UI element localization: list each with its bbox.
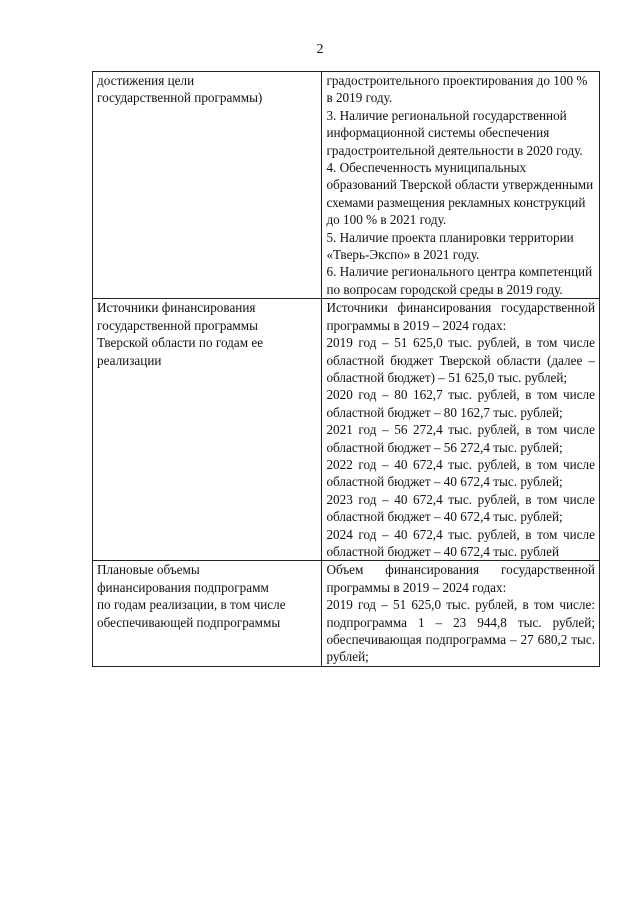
row-value-cell — [322, 72, 600, 299]
row-label-line: по годам реализации, в том числе — [97, 597, 286, 613]
funding-intro: Источники финансирования государственной программы в 2019 – 2024 годах: — [326, 300, 595, 333]
row-value-cell — [322, 299, 600, 561]
row-label-cell — [93, 299, 322, 561]
page-number: 2 — [316, 42, 324, 57]
row-value-cell — [322, 561, 600, 666]
row-label-line: государственной программы — [97, 317, 258, 333]
indicator-4: 4. Обеспеченность муниципальных образований Тверской области утвержденными схемами размещения рекламных конструкций до 100 % в 2021 году. — [326, 160, 594, 228]
row-label-cell — [93, 72, 322, 299]
row-label-line: реализации — [97, 352, 162, 368]
row-label-line: обеспечивающей подпрограммы — [97, 614, 281, 630]
volume-intro: Объем финансирования государственной программы в 2019 – 2024 годах: — [326, 562, 595, 595]
funding-year-2024: 2024 год – 40 672,4 тыс. рублей, в том числе областной бюджет – 40 672,4 тыс. рублей — [326, 526, 595, 559]
funding-year-2020: 2020 год – 80 162,7 тыс. рублей, в том числе областной бюджет – 80 162,7 тыс. рублей; — [326, 387, 595, 420]
table-row-subprogram-volumes — [93, 561, 600, 666]
funding-year-2019: 2019 год – 51 625,0 тыс. рублей, в том числе областной бюджет Тверской области (далее – областной бюджет) – 51 625,0 тыс. рублей; — [326, 335, 595, 385]
row-label-line: Плановые объемы — [97, 562, 200, 578]
row-label-line: достижения цели — [97, 73, 195, 88]
row-label-line: финансирования подпрограмм — [97, 579, 269, 595]
row-label-line: Тверской области по годам ее — [97, 335, 264, 351]
program-passport-table — [92, 71, 600, 667]
table-row-goal-indicators — [93, 72, 600, 299]
funding-year-2021: 2021 год – 56 272,4 тыс. рублей, в том числе областной бюджет – 56 272,4 тыс. рублей; — [326, 422, 595, 455]
indicator-text: градостроительного проектирования до 100 % в 2019 году. — [326, 73, 588, 106]
row-label-line: государственной программы) — [97, 90, 263, 106]
row-label-line: Источники финансирования — [97, 300, 256, 316]
table-row-funding-sources — [93, 299, 600, 561]
funding-year-2023: 2023 год – 40 672,4 тыс. рублей, в том числе областной бюджет – 40 672,4 тыс. рублей; — [326, 491, 595, 525]
indicator-3: 3. Наличие региональной государственной информационной системы обеспечения градостроительной деятельности в 2020 году. — [326, 107, 583, 158]
volume-year-2019: 2019 год – 51 625,0 тыс. рублей, в том числе: подпрограмма 1 – 23 944,8 тыс. рублей; обеспечивающая подпрограмма – 27 680,2 тыс. рублей; — [326, 597, 595, 665]
indicator-6: 6. Наличие регионального центра компетенций по вопросам городской среды в 2019 году. — [326, 264, 593, 297]
indicator-5: 5. Наличие проекта планировки территории «Тверь-Экспо» в 2021 году. — [326, 229, 574, 263]
row-label-cell — [93, 561, 322, 666]
funding-year-2022: 2022 год – 40 672,4 тыс. рублей, в том числе областной бюджет – 40 672,4 тыс. рублей; — [326, 456, 595, 490]
